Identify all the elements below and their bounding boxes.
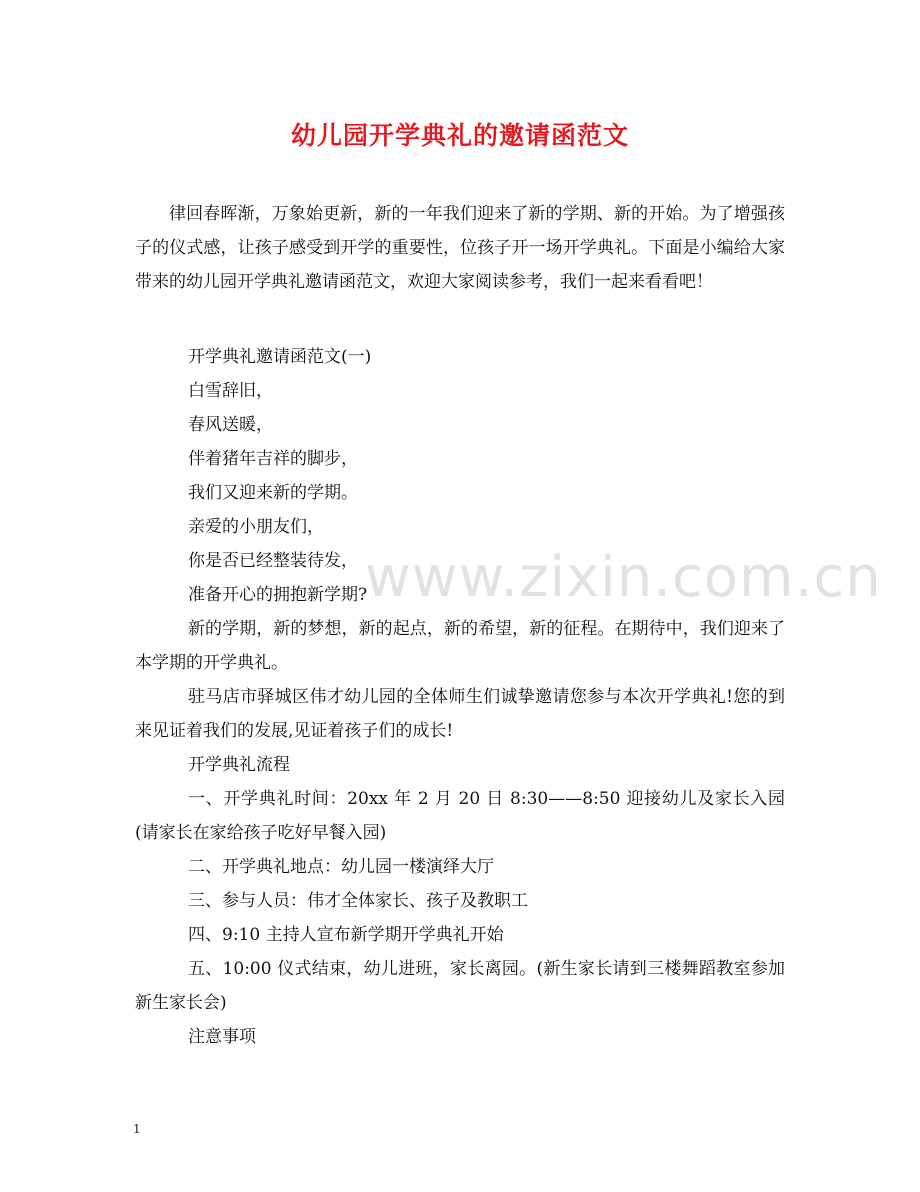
page-number: 1 (133, 1122, 141, 1136)
poem-line: 准备开心的拥抱新学期? (188, 585, 368, 605)
procedure-item: 三、参与人员：伟才全体家长、孩子及教职工 (188, 891, 528, 911)
procedure-item: 四、9:10 主持人宣布新学期开学典礼开始 (188, 925, 504, 945)
poem-line: 我们又迎来新的学期。 (188, 483, 358, 503)
poem-line: 伴着猪年吉祥的脚步， (188, 449, 358, 469)
poem-line: 亲爱的小朋友们， (188, 517, 324, 537)
intro-paragraph: 律回春晖渐，万象始更新，新的一年我们迎来了新的学期、新的开始。为了增强孩子的仪式感，让孩子感受到开学的重要性，位孩子开一场开学典礼。下面是小编给大家带来的幼儿园开学典礼邀请函范文，欢迎大家阅读参考，我们一起来看看吧！ (135, 204, 785, 292)
body-paragraph: 新的学期，新的梦想，新的起点，新的希望，新的征程。在期待中，我们迎来了本学期的开学典礼。 (135, 619, 785, 673)
section-heading-notes: 注意事项 (188, 1027, 256, 1047)
watermark: www.zixin.com.cn (365, 545, 882, 610)
procedure-item: 二、开学典礼地点：幼儿园一楼演绎大厅 (188, 857, 494, 877)
poem-line: 春风送暖， (188, 415, 273, 435)
section-heading-procedure: 开学典礼流程 (188, 755, 290, 775)
document-title: 幼儿园开学典礼的邀请函范文 (290, 121, 629, 150)
body-paragraph: 驻马店市驿城区伟才幼儿园的全体师生们诚挚邀请您参与本次开学典礼!您的到来见证着我们的发展,见证着孩子们的成长! (135, 687, 785, 741)
poem-line: 白雪辞旧， (188, 381, 273, 401)
procedure-item: 一、开学典礼时间：20xx 年 2 月 20 日 8:30——8:50 迎接幼儿及家长入园(请家长在家给孩子吃好早餐入园) (135, 789, 785, 843)
procedure-item: 五、10:00 仪式结束，幼儿进班，家长离园。(新生家长请到三楼舞蹈教室参加新生家长会) (135, 959, 785, 1013)
section-heading-invitation: 开学典礼邀请函范文(一) (188, 347, 372, 367)
poem-line: 你是否已经整装待发， (188, 551, 358, 571)
document-body (135, 340, 785, 1054)
